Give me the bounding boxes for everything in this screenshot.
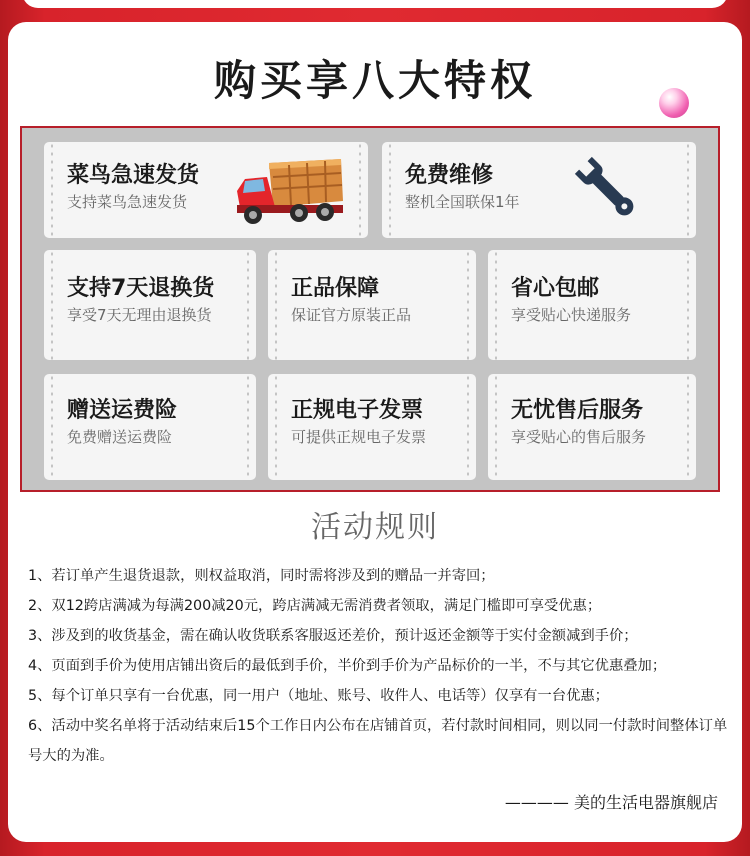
privilege-subtitle: 整机全国联保1年: [405, 193, 520, 211]
privilege-title: 无忧售后服务: [511, 398, 644, 423]
privilege-subtitle: 保证官方原装正品: [291, 306, 412, 324]
rule-item: 3、涉及到的收货基金，需在确认收货联系客服返还差价，预计返还金额等于实付金额减到手价；: [28, 628, 638, 644]
privilege-subtitle: 免费赠送运费险: [67, 428, 173, 446]
top-cap: [22, 0, 728, 8]
rules-title: 活动规则: [311, 510, 439, 545]
rules-list: [28, 561, 740, 771]
rule-item: 2、双12跨店满减为每满200减20元，跨店满减无需消费者领取，满足门槛即可享受优惠；: [28, 598, 602, 614]
page-title: 购买享八大特权: [213, 56, 536, 105]
rule-item: 6、活动中奖名单将于活动结束后15个工作日内公布在店铺首页，若付款时间相同，则以同一付款时间整体订单号大的为准。: [28, 718, 728, 764]
privilege-title: 正品保障: [291, 276, 380, 301]
privilege-card-after-sales: [488, 374, 696, 480]
privilege-title: 支持7天退换货: [67, 276, 215, 301]
privilege-title: 菜鸟急速发货: [67, 163, 200, 188]
privilege-title: 免费维修: [405, 163, 494, 188]
privilege-subtitle: 享受7天无理由退换货: [67, 306, 212, 324]
privilege-card-e-invoice: [268, 374, 476, 480]
delivery-truck-icon: [233, 155, 345, 227]
privilege-card-7-day-return: [44, 250, 256, 360]
privilege-card-free-shipping: [488, 250, 696, 360]
privilege-title: 省心包邮: [511, 276, 600, 301]
rule-item: 4、页面到手价为使用店铺出资后的最低到手价，半价到手价为产品标价的一半，不与其它优惠叠加；: [28, 658, 667, 674]
privilege-subtitle: 享受贴心快递服务: [511, 306, 632, 324]
privilege-card-genuine-guarantee: [268, 250, 476, 360]
privilege-title: 赠送运费险: [67, 398, 178, 423]
rule-item: 5、每个订单只享有一台优惠，同一用户（地址、账号、收件人、电话等）仅享有一台优惠；: [28, 688, 609, 704]
privilege-subtitle: 享受贴心的售后服务: [511, 428, 647, 446]
rule-item: 1、若订单产生退货退款，则权益取消，同时需将涉及到的赠品一并寄回；: [28, 568, 495, 584]
privilege-subtitle: 支持菜鸟急速发货: [67, 193, 188, 211]
privilege-card-free-repair: [382, 142, 696, 238]
store-signature: ———— 美的生活电器旗舰店: [504, 793, 718, 812]
wrench-icon: [570, 152, 642, 224]
privilege-title: 正规电子发票: [291, 398, 424, 423]
privilege-card-shipping-insurance: [44, 374, 256, 480]
privilege-subtitle: 可提供正规电子发票: [291, 428, 427, 446]
decorative-orb: [659, 88, 689, 118]
